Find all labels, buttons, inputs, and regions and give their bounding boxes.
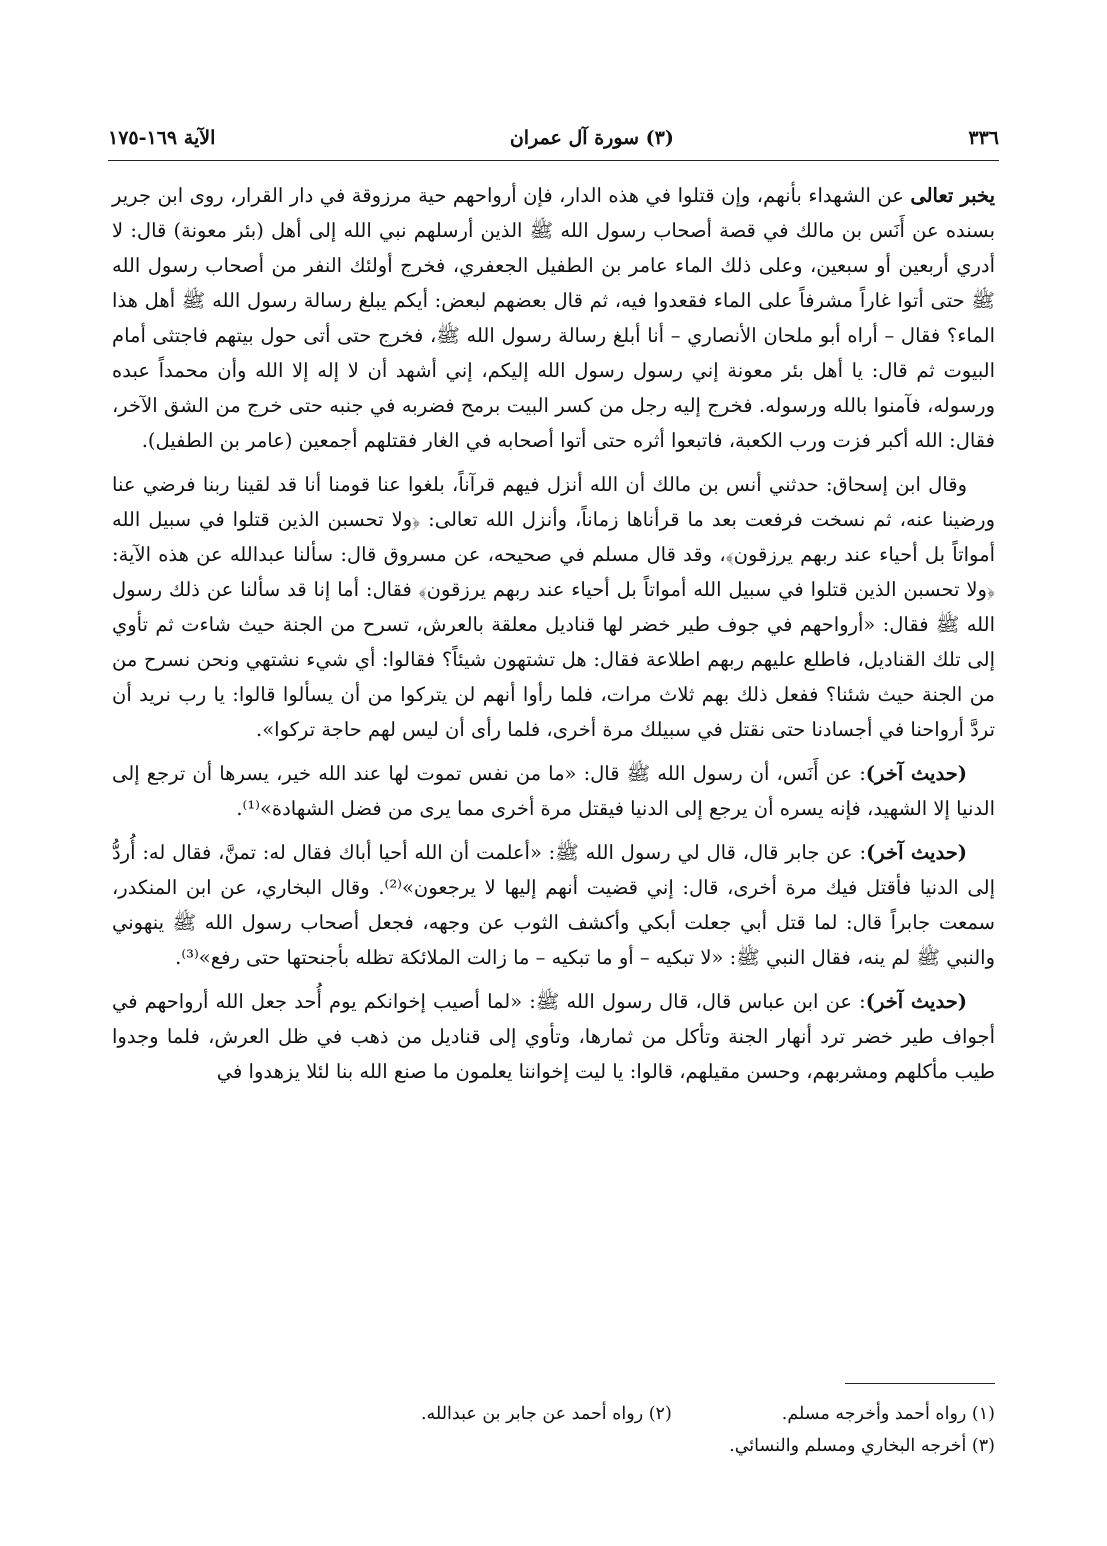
paragraph-4: [112, 835, 995, 975]
footnotes: [112, 1398, 995, 1462]
paragraph-3: [112, 756, 995, 826]
footnote-row-1: [112, 1398, 995, 1430]
paragraph-4-text: : عن جابر قال، قال لي رسول الله ﷺ: «أعلمت أن الله أحيا أباك فقال له: تمنَّ، فقال له: أُردُّ إلى الدنيا فأقتل فيك مرة أخرى، قال: إني قضيت أنهم إليها لا يرجعون»⁽²⁾. وقال البخاري، عن ابن المنكدر، سمعت جابراً قال: لما قتل أبي جعلت أبكي وأكشف الثوب عن وجهه، فجعل أصحاب رسول الله ﷺ ينهوني والنبي ﷺ لم ينه، فقال النبي ﷺ: «لا تبكيه – أو ما تبكيه – ما زالت الملائكة تظله بأجنحتها حتى رفع»⁽³⁾.: [112, 841, 995, 969]
footnote-2: (٢) رواه أحمد عن جابر بن عبدالله.: [420, 1404, 672, 1424]
paragraph-1-label: يخبر تعالى: [910, 184, 995, 207]
paragraph-3-text: : عن أَنَس، أن رسول الله ﷺ قال: «ما من نفس تموت لها عند الله خير، يسرها أن ترجع إلى الدنيا إلا الشهيد، فإنه يسره أن يرجع إلى الدنيا فيقتل مرة أخرى مما يرى من فضل الشهادة»⁽¹⁾.: [112, 762, 995, 820]
header-divider: [108, 160, 999, 161]
page-header: [108, 120, 999, 156]
paragraph-2-text: وقال ابن إسحاق: حدثني أنس بن مالك أن الله أنزل فيهم قرآناً، بلغوا عنا قومنا أنا قد لقينا ربنا فرضي عنا ورضينا عنه، ثم نسخت فرفعت بعد ما قرأناها زماناً، وأنزل الله تعالى: ﴿ولا تحسبن الذين قتلوا في سبيل الله أمواتاً بل أحياء عند ربهم يرزقون﴾، وقد قال مسلم في صحيحه، عن مسروق قال: سألنا عبدالله عن هذه الآية: ﴿ولا تحسبن الذين قتلوا في سبيل الله أمواتاً بل أحياء عند ربهم يرزقون﴾ فقال: أما إنا قد سألنا عن ذلك رسول الله ﷺ فقال: «أرواحهم في جوف طير خضر لها قناديل معلقة بالعرش، تسرح من الجنة حيث شاءت ثم تأوي إلى تلك القناديل، فاطلع عليهم ربهم اطلاعة فقال: هل تشتهون شيئاً؟ فقالوا: أي شيء نشتهي ونحن نسرح من من الجنة حيث شئنا؟ ففعل ذلك بهم ثلاث مرات، فلما رأوا أنهم لن يتركوا من أن يسألوا قالوا: يا رب نريد أن تردَّ أرواحنا في أجسادنا حتى نقتل في سبيلك مرة أخرى، فلما رأى أن ليس لهم حاجة تركوا».: [112, 473, 995, 741]
page-number: ٣٣٦: [968, 127, 999, 149]
paragraph-2: [112, 467, 995, 747]
paragraph-1: [112, 178, 995, 458]
paragraph-4-label: (حديث آخر): [866, 841, 967, 864]
footnote-divider: [845, 1383, 995, 1384]
paragraph-1-text: عن الشهداء بأنهم، وإن قتلوا في هذه الدار، فإن أرواحهم حية مرزوقة في دار القرار، روى ابن جرير بسنده عن أَنَس بن مالك في قصة أصحاب رسول الله ﷺ الذين أرسلهم نبي الله إلى أهل (بئر معونة) قال: لا أدري أربعين أو سبعين، وعلى ذلك الماء عامر بن الطفيل الجعفري، فخرج أولئك النفر من أصحاب رسول الله ﷺ حتى أتوا غاراً مشرفاً على الماء فقعدوا فيه، ثم قال بعضهم لبعض: أيكم يبلغ رسالة رسول الله ﷺ أهل هذا الماء؟ فقال – أراه أبو ملحان الأنصاري – أنا أبلغ رسالة رسول الله ﷺ، فخرج حتى أتى حول بيتهم فاجتثى أمام البيوت ثم قال: يا أهل بئر معونة إني رسول رسول الله إليكم، إني أشهد أن لا إله إلا الله وأن محمداً عبده ورسوله، فآمنوا بالله ورسوله. فخرج إليه رجل من كسر البيت برمح فضربه في جنبه حتى خرج من الشق الآخر، فقال: الله أكبر فزت ورب الكعبة، فاتبعوا أثره حتى أتوا أصحابه في الغار فقتلهم أجمعين (عامر بن الطفيل).: [112, 184, 995, 452]
verse-range: الآية ١٦٩-١٧٥: [108, 127, 216, 149]
page-body: [112, 178, 995, 1098]
paragraph-3-label: (حديث آخر): [865, 762, 968, 785]
paragraph-5-text: : عن ابن عباس قال، قال رسول الله ﷺ: «لما أصيب إخوانكم يوم أُحد جعل الله أرواحهم في أجواف طير خضر ترد أنهار الجنة وتأكل من ثمارها، وتأوي إلى قناديل من ذهب في ظل العرش، فلما وجدوا طيب مأكلهم ومشربهم، وحسن مقيلهم، قالوا: يا ليت إخواننا يعلمون ما صنع الله بنا لئلا يزهدوا في: [112, 990, 995, 1083]
paragraph-5-label: (حديث آخر): [865, 990, 968, 1013]
footnote-1: (١) رواه أحمد وأخرجه مسلم.: [781, 1404, 995, 1424]
footnote-row-2: [112, 1430, 995, 1462]
footnote-3: (٣) أخرجه البخاري ومسلم والنسائي.: [729, 1436, 995, 1456]
surah-title: (٣) سورة آل عمران: [509, 127, 674, 149]
paragraph-5: [112, 984, 995, 1089]
